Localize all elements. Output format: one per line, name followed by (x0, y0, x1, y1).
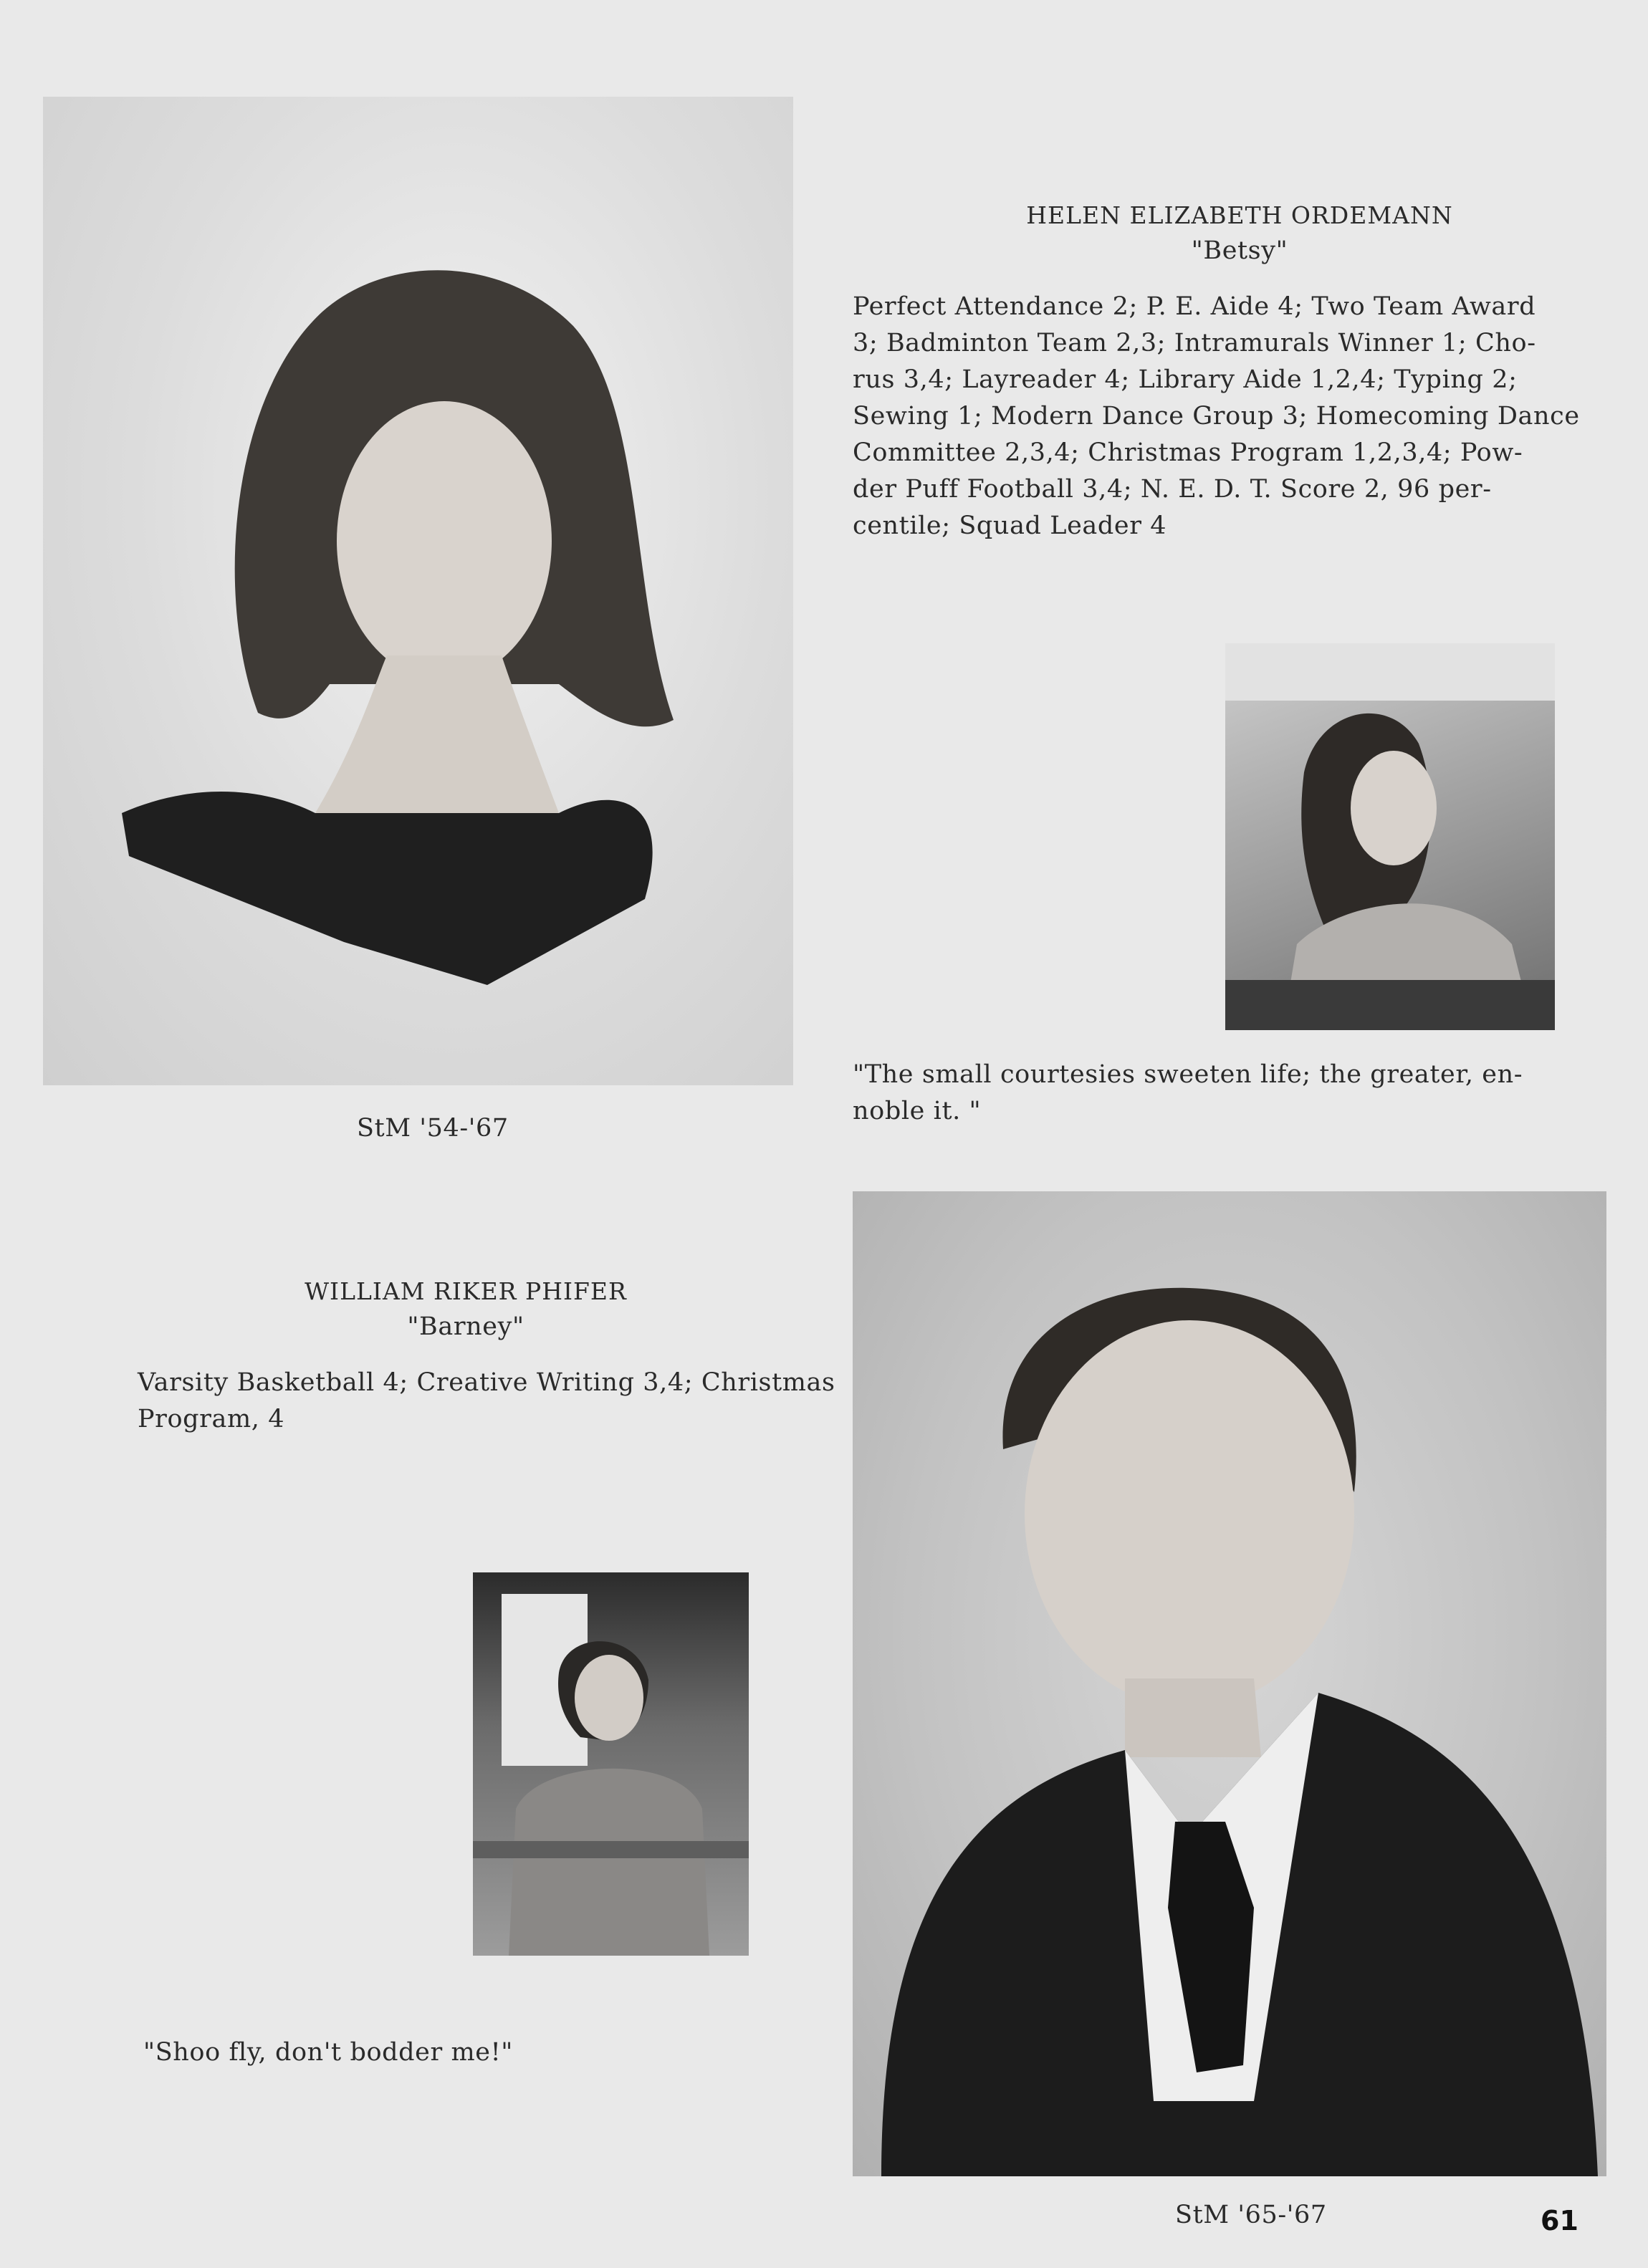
student-nickname-phifer: "Barney" (407, 1312, 524, 1341)
student-nickname-ordemann: "Betsy" (1191, 236, 1288, 265)
years-ordemann: StM '54-'67 (357, 1114, 509, 1143)
quote-line: noble it. " (853, 1097, 982, 1125)
activities-line: Committee 2,3,4; Christmas Program 1,2,3,4; Pow- (853, 438, 1523, 467)
activities-line: der Puff Football 3,4; N. E. D. T. Score 2, 96 per- (853, 475, 1492, 504)
years-phifer: StM '65-'67 (1175, 2201, 1327, 2229)
activities-line: Varsity Basketball 4; Creative Writing 3,4; Christmas (138, 1368, 835, 1397)
activities-line: Program, 4 (138, 1405, 285, 1433)
activities-line: centile; Squad Leader 4 (853, 511, 1167, 540)
quote-line: "The small courtesies sweeten life; the greater, en- (853, 1060, 1523, 1089)
activities-line: Perfect Attendance 2; P. E. Aide 4; Two Team Award (853, 292, 1536, 321)
activities-line: 3; Badminton Team 2,3; Intramurals Winner 1; Cho- (853, 329, 1536, 357)
page-number: 61 (1541, 2205, 1578, 2236)
student-name-phifer: WILLIAM RIKER PHIFER (305, 1277, 627, 1305)
student-name-ordemann: HELEN ELIZABETH ORDEMANN (1026, 201, 1453, 229)
candid-photo-ordemann (1225, 643, 1555, 1030)
portrait-photo-phifer (853, 1191, 1606, 2176)
activities-line: rus 3,4; Layreader 4; Library Aide 1,2,4; Typing 2; (853, 365, 1518, 394)
quote-phifer: "Shoo fly, don't bodder me!" (143, 2038, 513, 2067)
activities-line: Sewing 1; Modern Dance Group 3; Homecoming Dance (853, 402, 1580, 431)
portrait-photo-ordemann (43, 97, 793, 1085)
candid-photo-phifer (473, 1572, 749, 1956)
